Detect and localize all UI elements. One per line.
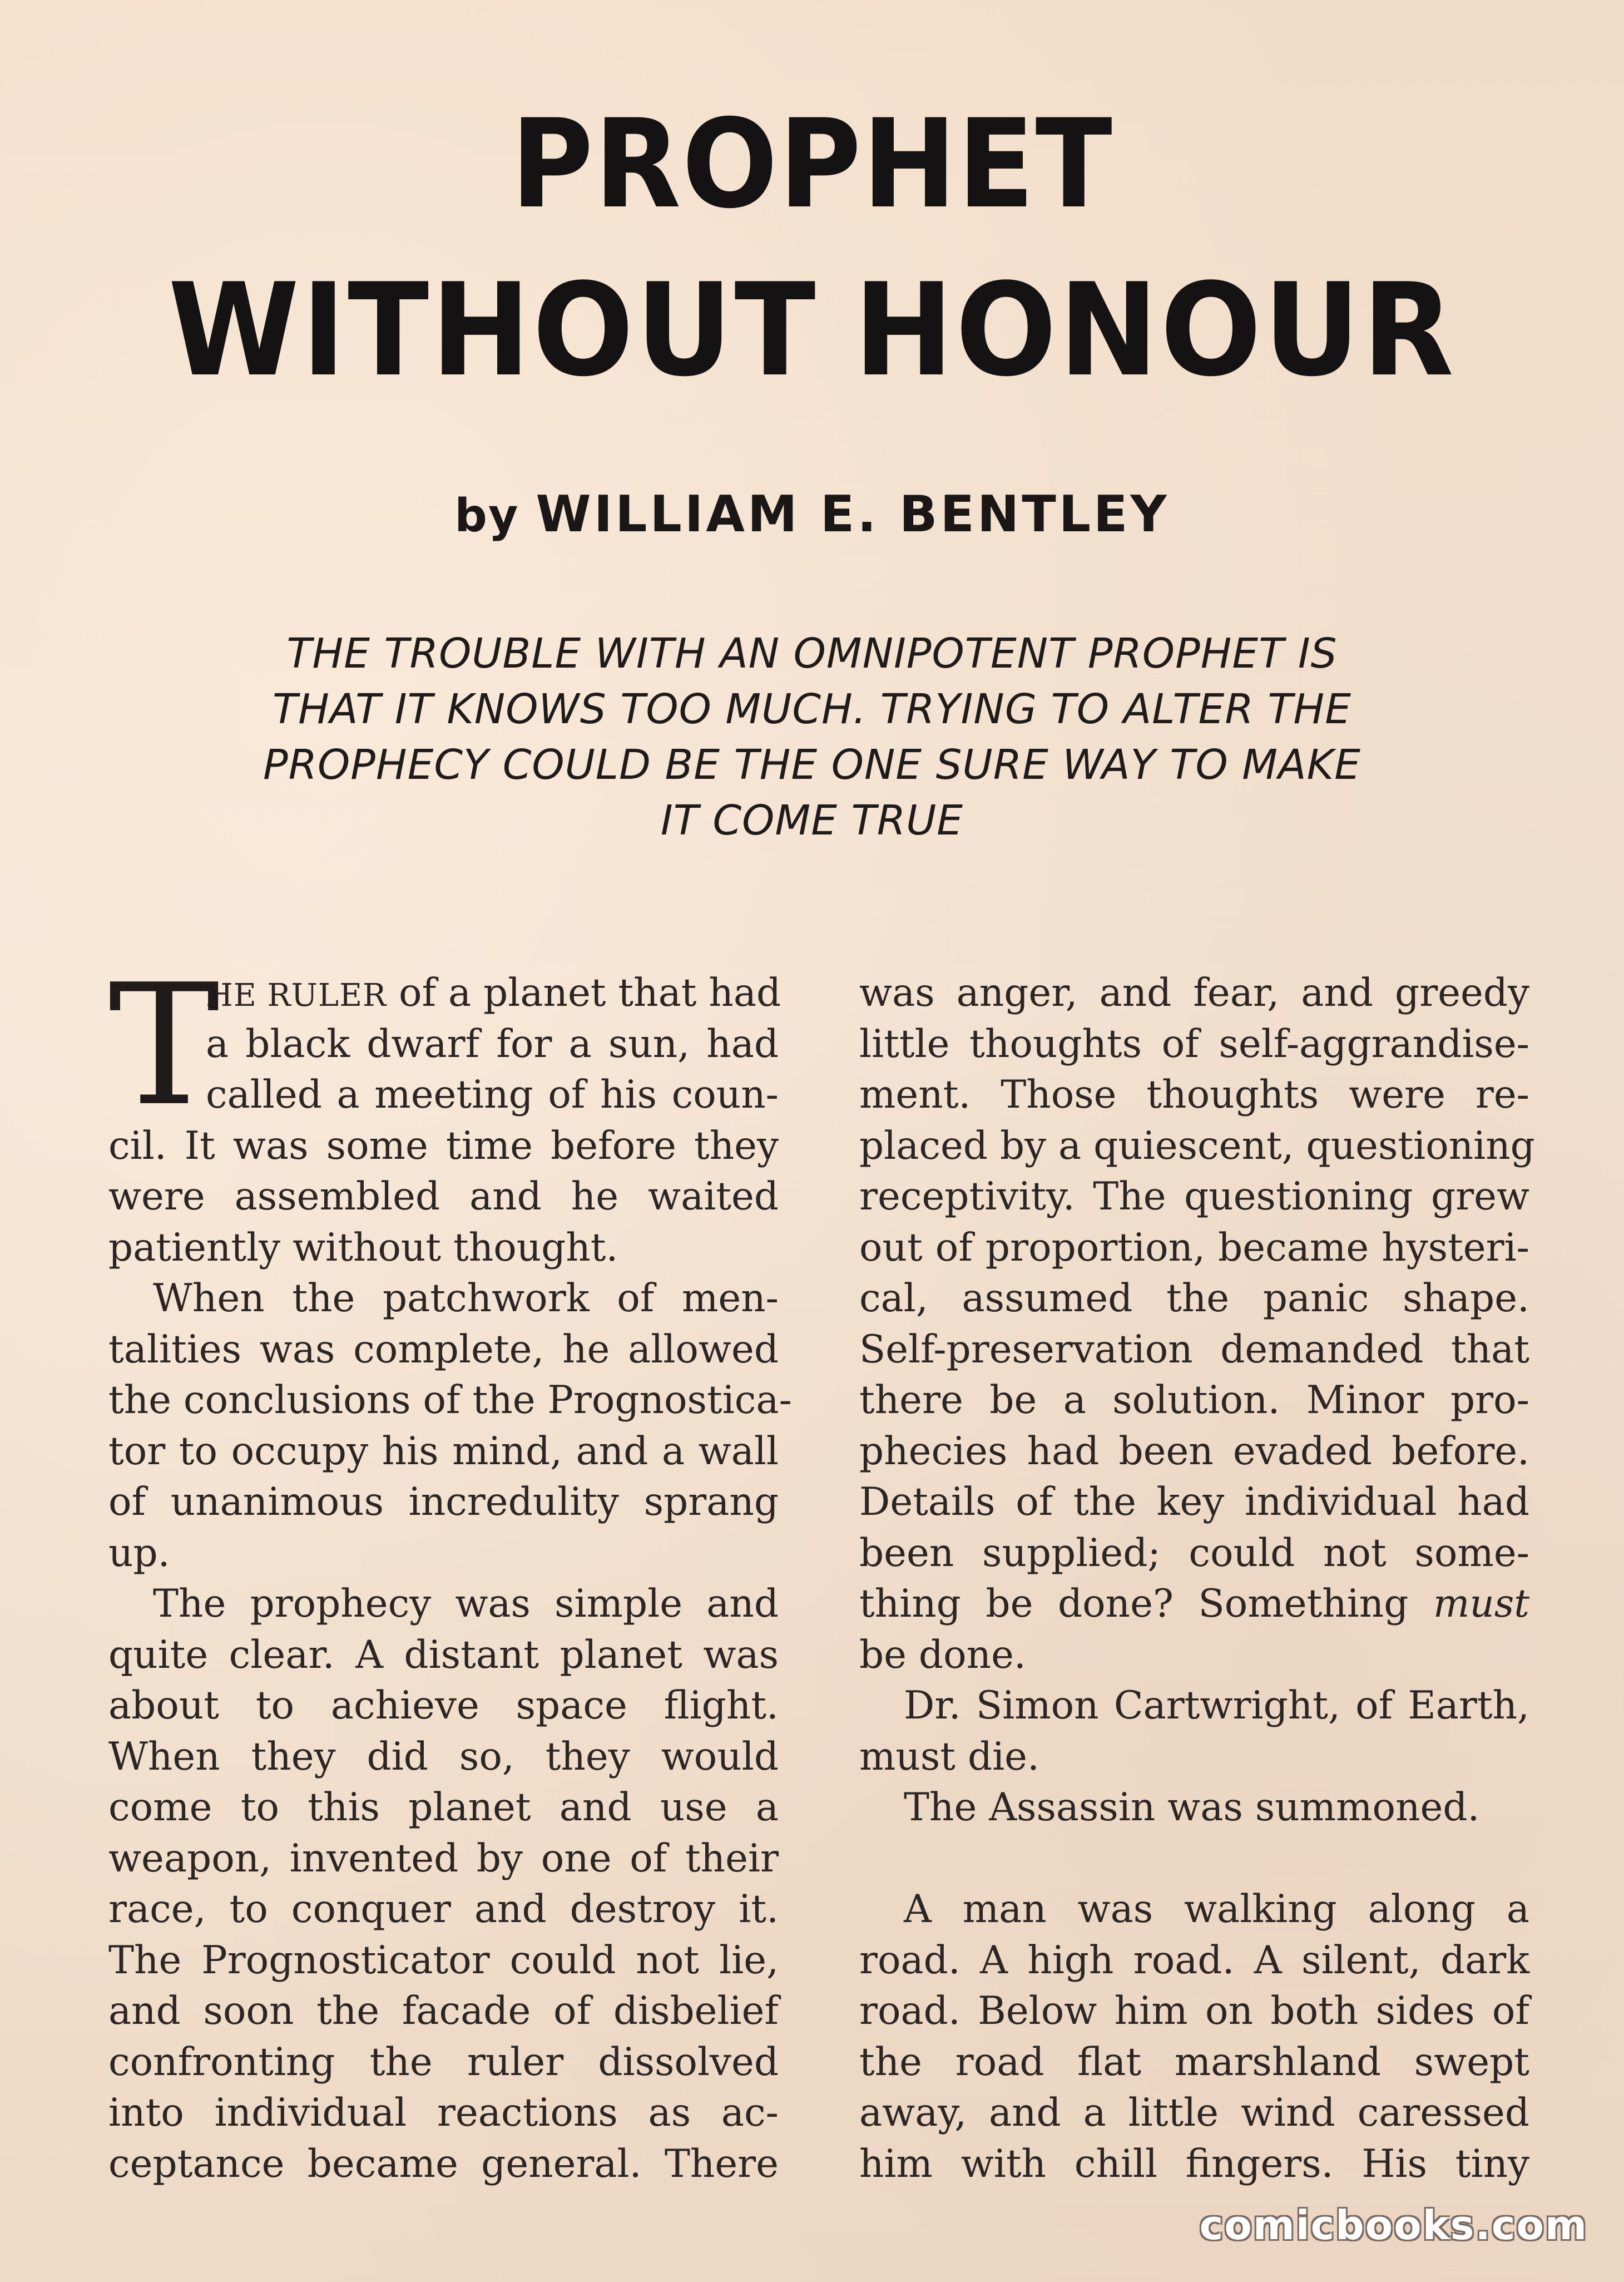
text-line: and soon the facade of disbelief <box>108 1989 779 2033</box>
story-title-line-1: PROPHET <box>511 93 1113 235</box>
text-line: up. <box>108 1530 170 1575</box>
author-byline <box>0 485 1624 544</box>
blurb-line: IT COME TRUE <box>660 797 964 844</box>
text-line: placed by a quiescent, questioning <box>859 1123 1535 1168</box>
text-line: ceptance became general. There <box>108 2141 779 2186</box>
text-line: a black dwarf for a sun, had <box>206 1021 779 1066</box>
section-break <box>859 1834 1529 1885</box>
text-line: little thoughts of self-aggrandise- <box>859 1021 1529 1066</box>
emphasis-must: must <box>1433 1582 1529 1626</box>
text-line: patiently without thought. <box>108 1225 618 1270</box>
text-line: Self-preservation demanded that <box>859 1327 1529 1372</box>
drop-cap: T <box>108 949 220 1143</box>
text-line: The prophecy was simple and <box>153 1582 779 1626</box>
text-column-left <box>108 949 792 2190</box>
text-line: The Prognosticator could not lie, <box>108 1938 779 1983</box>
text-line: of unanimous incredulity sprang <box>108 1480 779 1524</box>
title-word-without: WITHOUT <box>168 256 818 405</box>
text-line: been supplied; could not some- <box>859 1530 1529 1575</box>
text-line: thing be done? Something must <box>859 1582 1529 1626</box>
text-column-right <box>859 968 1535 2190</box>
text-line: race, to conquer and destroy it. <box>108 1887 779 1932</box>
text-line: out of proportion, became hysteri- <box>859 1225 1529 1270</box>
text-line: ment. Those thoughts were re- <box>859 1073 1529 1117</box>
author-name: WILLIAM E. BENTLEY <box>536 485 1170 544</box>
byline-by: by <box>454 490 519 542</box>
text-line: weapon, invented by one of their <box>108 1836 779 1881</box>
text-line: was anger, and fear, and greedy <box>859 971 1529 1015</box>
text-line: him with chill fingers. His tiny <box>859 2141 1529 2186</box>
blurb-line: PROPHECY COULD BE THE ONE SURE WAY TO MAKE <box>263 741 1361 789</box>
text-line: When the patchwork of men- <box>153 1276 779 1321</box>
text-line: the road flat marshland swept <box>859 2039 1529 2085</box>
text-line: quite clear. A distant planet was <box>108 1632 779 1677</box>
opening-small-caps: HE RULER <box>206 977 387 1014</box>
text-line: Details of the key individual had <box>859 1480 1529 1524</box>
text-line: called a meeting of his coun- <box>206 1073 779 1117</box>
story-blurb <box>261 626 1363 848</box>
text-line: there be a solution. Minor pro- <box>859 1378 1529 1422</box>
text-line: receptivity. The questioning grew <box>859 1174 1529 1219</box>
text-line: away, and a little wind caressed <box>859 2091 1529 2135</box>
story-title-line-2 <box>57 256 1567 405</box>
text-line: HE RULER of a planet that had <box>206 971 781 1015</box>
text-line: be done. <box>859 1632 1026 1677</box>
text-line: tor to occupy his mind, and a wall <box>108 1429 779 1474</box>
text-line: road. Below him on both sides of <box>859 1989 1529 2033</box>
text-line: road. A high road. A silent, dark <box>859 1938 1529 1983</box>
text-line: were assembled and he waited <box>108 1174 779 1219</box>
text-line: come to this planet and use a <box>108 1785 779 1830</box>
text-line: the conclusions of the Prognostica- <box>108 1378 792 1422</box>
text-line: talities was complete, he allowed <box>108 1327 779 1372</box>
text-line: Dr. Simon Cartwright, of Earth, <box>904 1683 1529 1728</box>
text-line: The Assassin was summoned. <box>904 1785 1480 1830</box>
text-line: must die. <box>859 1734 1039 1779</box>
text-line: A man was walking along a <box>904 1887 1529 1932</box>
text-line: into individual reactions as ac- <box>108 2091 779 2135</box>
text-line: phecies had been evaded before. <box>859 1429 1529 1474</box>
title-word-honour: HONOUR <box>854 256 1456 405</box>
text-line: about to achieve space flight. <box>108 1683 779 1728</box>
blurb-line: THE TROUBLE WITH AN OMNIPOTENT PROPHET IS <box>286 630 1338 678</box>
text-line: confronting the ruler dissolved <box>108 2039 779 2085</box>
blurb-line: THAT IT KNOWS TOO MUCH. TRYING TO ALTER THE <box>273 685 1351 733</box>
text-line: cil. It was some time before they <box>108 1123 779 1168</box>
site-watermark: comicbooks.com <box>1199 2202 1588 2249</box>
text-line: When they did so, they would <box>108 1734 779 1779</box>
text-line: cal, assumed the panic shape. <box>859 1276 1529 1321</box>
